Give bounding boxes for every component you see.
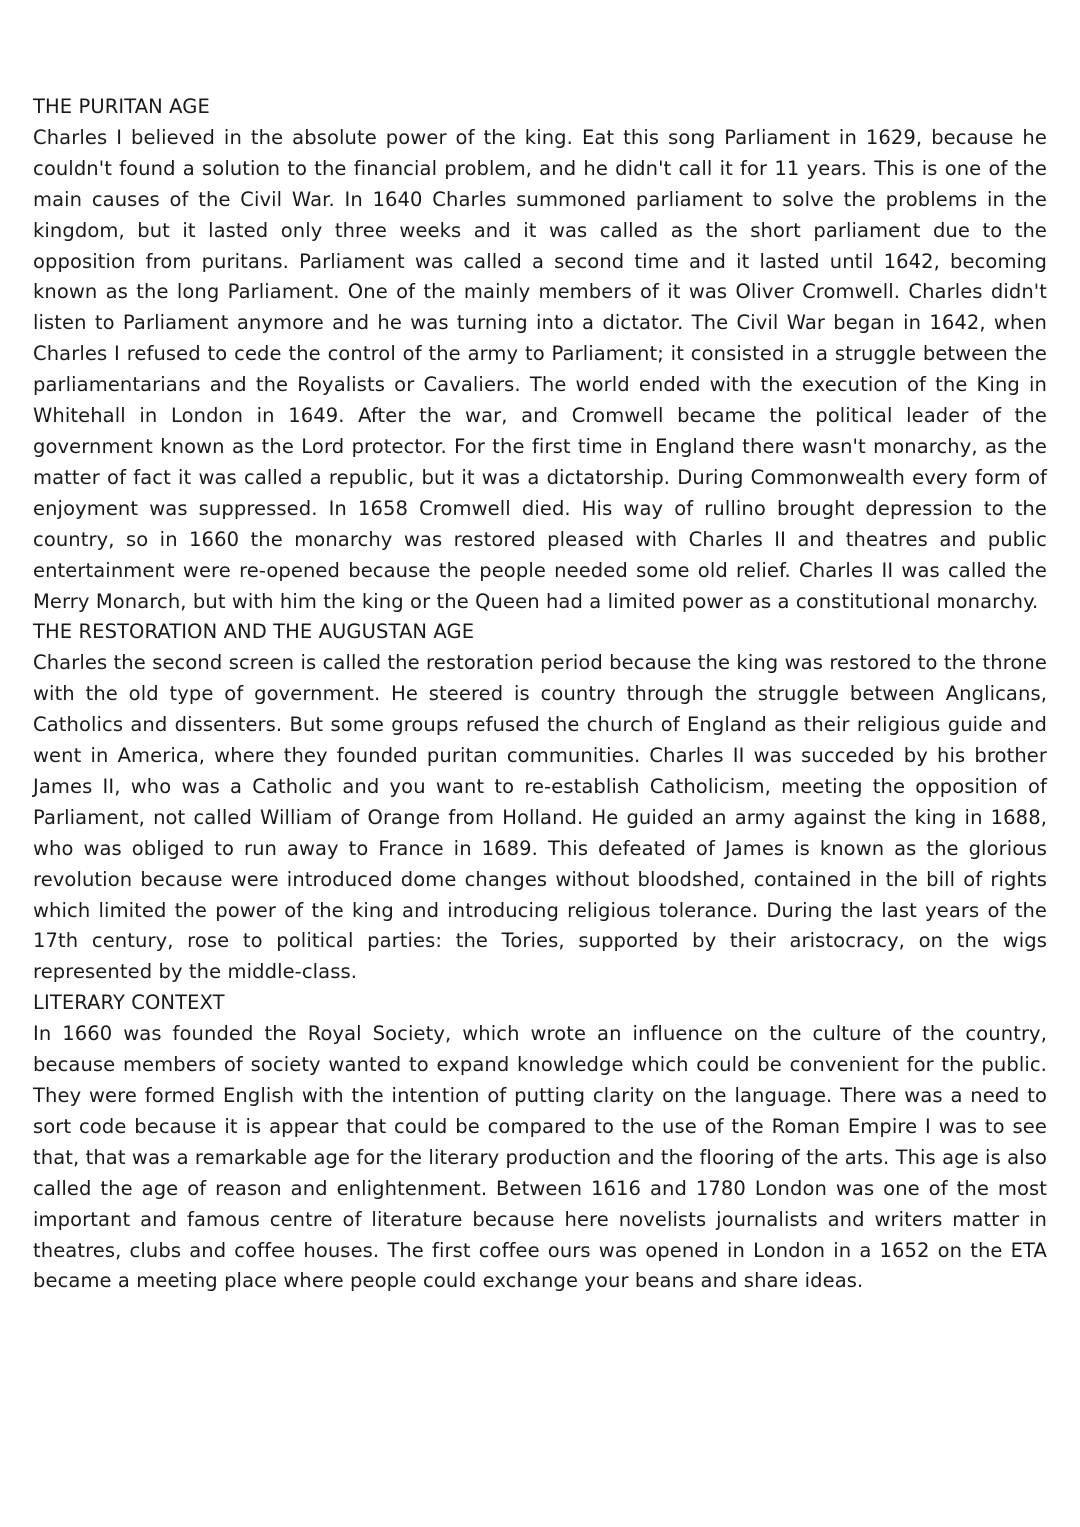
section-literary-context xyxy=(33,988,1047,1297)
section-heading: THE PURITAN AGE xyxy=(33,95,210,118)
section-paragraph: Charles the second screen is called the restoration period because the king was restored to the throne with the old type of government. He steered is country through the struggle between Anglicans, Catholics and dissenters. But some groups refused the church of England as their religious guide and went in America, where they founded puritan communities. Charles II was succeded by his brother James II, who was a Catholic and you want to re-establish Catholicism, meeting the opposition of Parliament, not called William of Orange from Holland. He guided an army against the king in 1688, who was obliged to run away to France in 1689. This defeated of James is known as the glorious revolution because were introduced dome changes without bloodshed, contained in the bill of rights which limited the power of the king and introducing religious tolerance. During the last years of the 17th century, rose to political parties: the Tories, supported by their aristocracy, on the wigs represented by the middle-class. xyxy=(33,651,1047,984)
section-puritan-age xyxy=(33,92,1047,617)
section-heading: THE RESTORATION AND THE AUGUSTAN AGE xyxy=(33,620,475,644)
section-paragraph: In 1660 was founded the Royal Society, which wrote an influence on the culture of the country, because members of society wanted to expand knowledge which could be convenient for the public. They were formed English with the intention of putting clarity on the language. There was a need to sort code because it is appear that could be compared to the use of the Roman Empire I was to see that, that was a remarkable age for the literary production and the flooring of the arts. This age is also called the age of reason and enlightenment. Between 1616 and 1780 London was one of the most important and famous centre of literature because here novelists journalists and writers matter in theatres, clubs and coffee houses. The first coffee ours was opened in London in a 1652 on the ETA became a meeting place where people could exchange your beans and share ideas. xyxy=(33,1022,1047,1293)
section-restoration-augustan-age xyxy=(33,617,1047,988)
section-paragraph: Charles I believed in the absolute power of the king. Eat this song Parliament in 1629, because he couldn't found a solution to the financial problem, and he didn't call it for 11 years. This is one of the main causes of the Civil War. In 1640 Charles summoned parliament to solve the problems in the kingdom, but it lasted only three weeks and it was called as the short parliament due to the opposition from puritans. Parliament was called a second time and it lasted until 1642, becoming known as the long Parliament. One of the mainly members of it was Oliver Cromwell. Charles didn't listen to Parliament anymore and he was turning into a dictator. The Civil War began in 1642, when Charles I refused to cede the control of the army to Parliament; it consisted in a struggle between the parliamentarians and the Royalists or Cavaliers. The world ended with the execution of the King in Whitehall in London in 1649. After the war, and Cromwell became the political leader of the government known as the Lord protector. For the first time in England there wasn't monarchy, as the matter of fact it was called a republic, but it was a dictatorship. During Commonwealth every form of enjoyment was suppressed. In 1658 Cromwell died. His way of rullino brought depression to the country, so in 1660 the monarchy was restored pleased with Charles II and theatres and public entertainment were re-opened because the people needed some old relief. Charles II was called the Merry Monarch, but with him the king or the Queen had a limited power as a constitutional monarchy. xyxy=(33,125,1047,613)
section-heading: LITERARY CONTEXT xyxy=(33,991,225,1015)
document-page xyxy=(33,92,1047,1297)
